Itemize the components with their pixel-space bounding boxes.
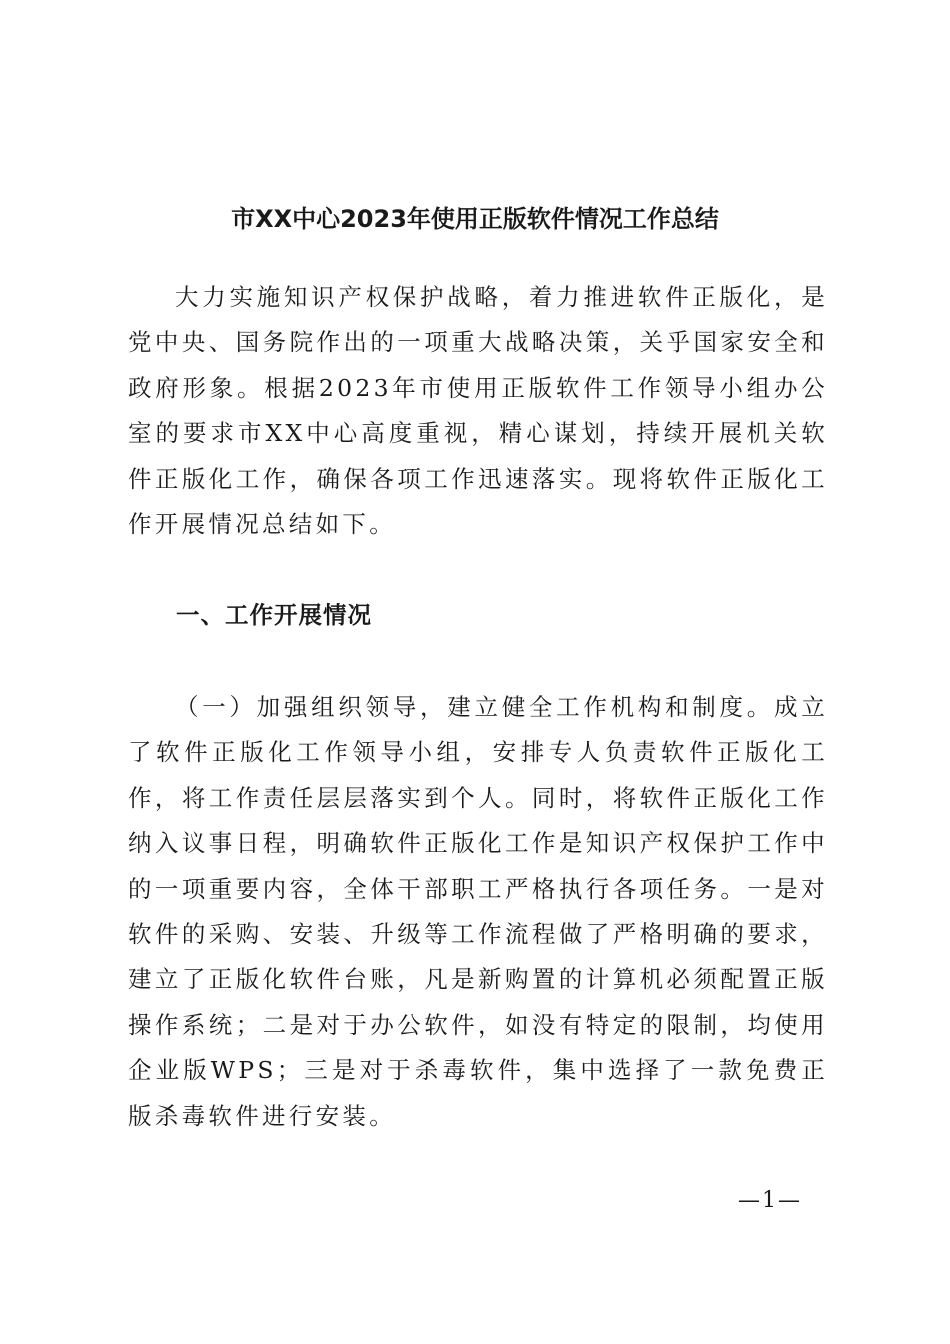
section-paragraph: （一）加强组织领导，建立健全工作机构和制度。成立了软件正版化工作领导小组，安排专人负责软件正版化工作，将工作责任层层落实到个人。同时，将软件正版化工作纳入议事日程，明确软件正版化工作是知识产权保护工作中的一项重要内容，全体干部职工严格执行各项任务。一是对软件的采购、安装、升级等工作流程做了严格明确的要求，建立了正版化软件台账，凡是新购置的计算机必须配置正版操作系统；二是对于办公软件，如没有特定的限制，均使用企业版WPS；三是对于杀毒软件，集中选择了一款免费正版杀毒软件进行安装。 [128, 693, 828, 1130]
page-number: —1— [738, 1188, 802, 1213]
section-heading: 一、工作开展情况 [176, 601, 372, 629]
document-title: 市XX中心2023年使用正版软件情况工作总结 [231, 205, 719, 234]
intro-paragraph: 大力实施知识产权保护战略，着力推进软件正版化，是党中央、国务院作出的一项重大战略决策，关乎国家安全和政府形象。根据2023年市使用正版软件工作领导小组办公室的要求市XX中心高度重视，精心谋划，持续开展机关软件正版化工作，确保各项工作迅速落实。现将软件正版化工作开展情况总结如下。 [128, 283, 828, 539]
